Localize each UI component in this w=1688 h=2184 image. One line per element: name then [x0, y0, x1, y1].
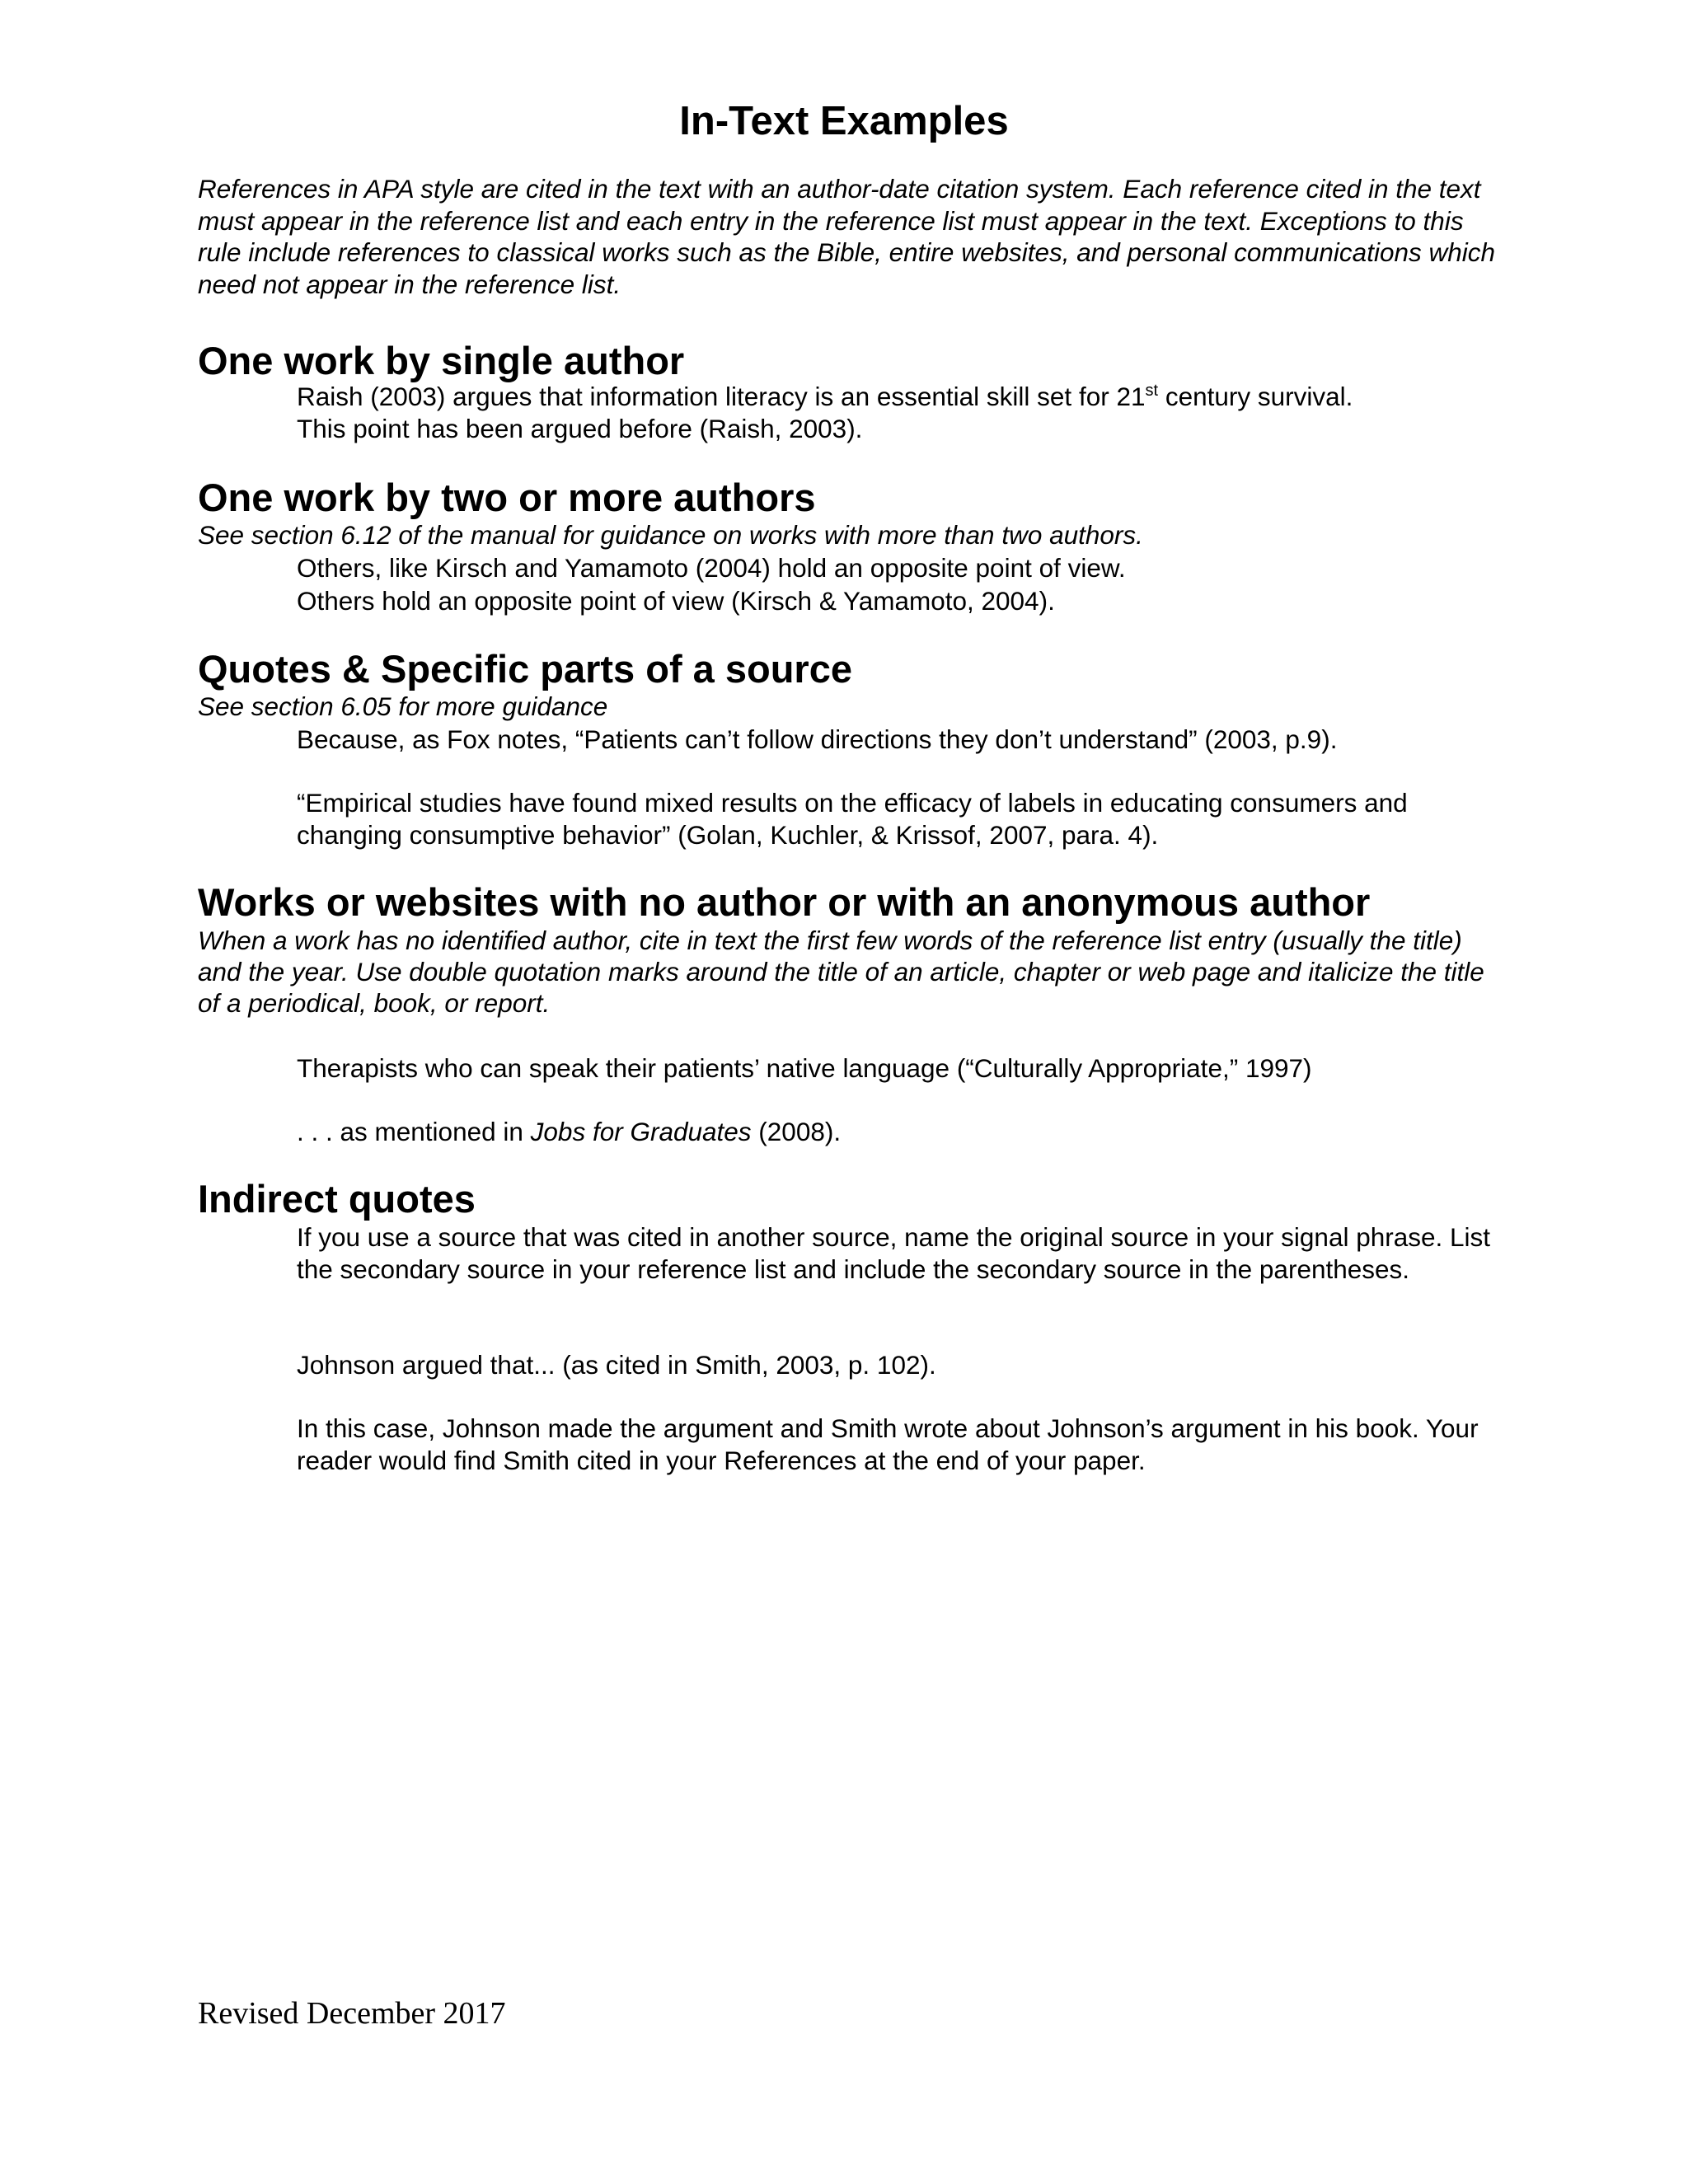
example-quotes-1: Because, as Fox notes, “Patients can’t follow directions they don’t understand” (2003, p.9). [297, 724, 1338, 754]
example-text: century survival. [1158, 382, 1353, 411]
note-two-authors: See section 6.12 of the manual for guidance on works with more than two authors. [198, 520, 1143, 550]
example-no-author-1: Therapists who can speak their patients’ native language (“Culturally Appropriate,” 1997) [297, 1053, 1312, 1083]
example-text: . . . as mentioned in [297, 1117, 531, 1146]
example-two-authors-2: Others hold an opposite point of view (Kirsch & Yamamoto, 2004). [297, 586, 1055, 616]
indirect-paragraph-1: If you use a source that was cited in another source, name the original source in your signal phrase. List the secondary source in your reference list and include the secondary source in the parentheses. [297, 1222, 1491, 1284]
example-no-author-2 [297, 1116, 1500, 1148]
indirect-paragraph-3: In this case, Johnson made the argument and Smith wrote about Johnson’s argument in his book. Your reader would find Smith cited in your References at the end of your paper. [297, 1413, 1479, 1475]
heading-no-author: Works or websites with no author or with an anonymous author [198, 880, 1371, 924]
example-text: (2008). [751, 1117, 842, 1146]
example-single-author-1 [297, 381, 1500, 413]
example-quotes-2: “Empirical studies have found mixed results on the efficacy of labels in educating consumers and changing consumptive behavior” (Golan, Kuchler, & Krissof, 2007, para. 4). [297, 788, 1408, 850]
italic-title: Jobs for Graduates [530, 1117, 752, 1146]
note-no-author: When a work has no identified author, cite in text the first few words of the reference list entry (usually the title) and the year. Use double quotation marks around the title of an article, chapter or web page and italicize the title of a periodical, book, or report. [198, 926, 1484, 1018]
heading-two-authors: One work by two or more authors [198, 476, 816, 519]
page-title: In-Text Examples [679, 99, 1009, 143]
example-two-authors-1: Others, like Kirsch and Yamamoto (2004) hold an opposite point of view. [297, 553, 1126, 583]
heading-indirect-quotes: Indirect quotes [198, 1177, 476, 1221]
example-text: Raish (2003) argues that information literacy is an essential skill set for 21 [297, 382, 1146, 411]
revision-footer: Revised December 2017 [198, 1996, 506, 2031]
note-quotes: See section 6.05 for more guidance [198, 691, 608, 721]
intro-paragraph: References in APA style are cited in the text with an author-date citation system. Each reference cited in the text must appear in the reference list and each entry in the reference list must appear in the text. Exceptions to this rule include references to classical works such as the Bible, entire websites, and personal communications which need not appear in the reference list. [198, 174, 1496, 299]
heading-single-author: One work by single author [198, 339, 685, 382]
indirect-paragraph-2: Johnson argued that... (as cited in Smith, 2003, p. 102). [297, 1350, 936, 1380]
heading-quotes: Quotes & Specific parts of a source [198, 647, 852, 691]
superscript: st [1145, 382, 1159, 400]
example-single-author-2: This point has been argued before (Raish, 2003). [297, 414, 863, 443]
